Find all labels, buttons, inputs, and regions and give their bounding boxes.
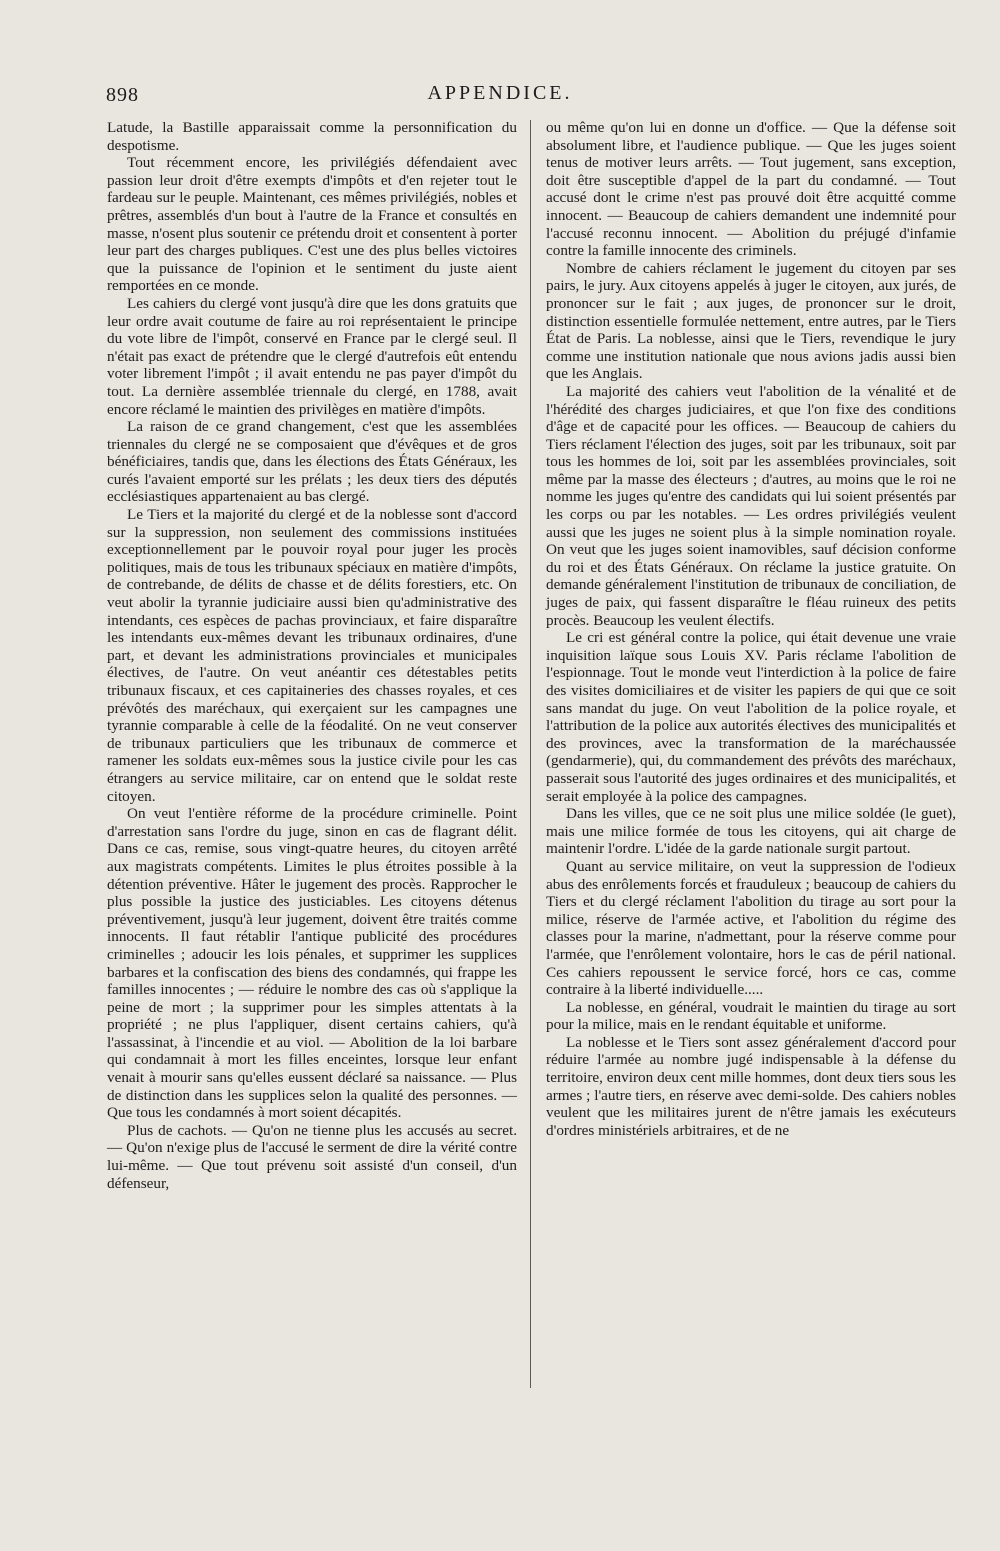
paragraph: La noblesse, en général, voudrait le maintien du tirage au sort pour la milice, mais en le rendant équitable et uniforme.: [546, 998, 956, 1034]
paragraph: Tout récemment encore, les privilégiés défendaient avec passion leur droit d'être exempts d'impôts et d'en rejeter tout le fardeau sur le peuple. Maintenant, ces mêmes privilégiés, nobles et prêtres, assemblés d'un bout à l'autre de la France et consultés en masse, n'osent plus soutenir ce prétendu droit et consentent à porter leur part des charges publiques. C'est une des plus belles victoires que la puissance de l'opinion et le sentiment du juste aient remportées en ce monde.: [107, 154, 517, 295]
paragraph: ou même qu'on lui en donne un d'office. — Que la défense soit absolument libre, et l'audience publique. — Que les juges soient tenus de motiver leurs arrêts. — Tout jugement, sans exception, doit être susceptible d'appel de la part du condamné. — Tout accusé dont le crime n'est pas prouvé doit être acquitté comme innocent. — Beaucoup de cahiers demandent une indemnité pour l'accusé reconnu innocent. — Abolition du préjugé d'infamie contre la famille innocente des criminels.: [546, 119, 956, 260]
running-title: APPENDICE.: [427, 82, 573, 104]
paragraph: Les cahiers du clergé vont jusqu'à dire que les dons gratuits que leur ordre avait coutume de faire au roi représentaient le principe du vote libre de l'impôt, conservé en France par le clergé seul. Il n'était pas exact de prétendre que le clergé d'autrefois eût entendu voter librement l'impôt ; il avait entendu ne pas payer d'impôt du tout. La dernière assemblée triennale du clergé, en 1788, avait encore réclamé le maintien des privilèges en matière d'impôts.: [107, 294, 517, 418]
paragraph: Le cri est général contre la police, qui était devenue une vraie inquisition laïque sous Louis XV. Paris réclame l'abolition de l'espionnage. Tout le monde veut l'interdiction à la police de faire des visites domiciliaires et de visiter les papiers de qui que ce soit sans mandat du juge. On veut l'abolition de la police royale, et l'attribution de la police aux autorités électives des municipalités et des provinces, avec la transformation de la maréchaussée (gendarmerie), qui, du commandement des prévôts des maréchaux, passerait sous l'autorité des juges ordinaires et des municipalités, et serait employée à la police des campagnes.: [546, 629, 956, 805]
paragraph: Plus de cachots. — Qu'on ne tienne plus les accusés au secret. — Qu'on n'exige plus de l'accusé le serment de dire la vérité contre lui-même. — Que tout prévenu soit assisté d'un conseil, d'un défenseur,: [107, 1121, 517, 1192]
paragraph: Nombre de cahiers réclament le jugement du citoyen par ses pairs, le jury. Aux citoyens appelés à juger le citoyen, aux jurés, de prononcer sur le fait ; aux juges, de prononcer sur le droit, distinction essentielle formulée nettement, entre autres, par le Tiers État de Paris. La noblesse, ainsi que le Tiers, revendique le jury comme une institution nationale que nous avions jadis aussi bien que les Anglais.: [546, 259, 956, 383]
paragraph: La noblesse et le Tiers sont assez généralement d'accord pour réduire l'armée au nombre jugé indispensable à la défense du territoire, environ deux cent mille hommes, dont deux tiers sous les armes ; l'autre tiers, en réserve avec demi-solde. Des cahiers nobles veulent que les militaires jurent de n'être jamais les exécuteurs d'ordres ministériels arbitraires, et de ne: [546, 1033, 956, 1139]
column-divider: [530, 120, 531, 1388]
paragraph: Latude, la Bastille apparaissait comme la personnification du despotisme.: [107, 119, 517, 154]
left-column: [107, 119, 517, 1192]
paragraph: Quant au service militaire, on veut la suppression de l'odieux abus des enrôlements forcés et frauduleux ; beaucoup de cahiers du Tiers et du clergé réclament l'abolition du tirage au sort pour la milice, réserve de l'armée active, et l'abolition du régime des classes pour la marine, n'admettant, pour la réserve comme pour l'armée, que l'enrôlement volontaire, hors le cas de péril national. Ces cahiers repoussent le service forcé, hors ce cas, comme contraire à la liberté individuelle.....: [546, 857, 956, 999]
paragraph: Le Tiers et la majorité du clergé et de la noblesse sont d'accord sur la suppression, non seulement des commissions instituées exceptionnellement par le pouvoir royal pour juger les procès politiques, mais de tous les tribunaux spéciaux en matière d'impôts, de contrebande, de délits de chasse et de délits forestiers, etc. On veut abolir la tyrannie judiciaire aussi bien qu'administrative des intendants, ces espèces de pachas provinciaux, et faire disparaître les intendants eux-mêmes devant les tribunaux ordinaires, d'une part, et devant les administrations provinciales et municipales électives, de l'autre. On veut anéantir ces détestables petits tribunaux fiscaux, et ces capitaineries des chasses royales, et ces prévôtés des maréchaux, qui exerçaient sur les campagnes une tyrannie comparable à celle de la féodalité. On ne veut conserver de tribunaux particuliers que les tribunaux de commerce et ramener les soldats eux-mêmes sous la justice civile pour les cas étrangers au service militaire, car on entend que le soldat reste citoyen.: [107, 506, 517, 805]
page-number: 898: [106, 84, 139, 106]
right-column: [546, 119, 956, 1139]
paragraph: Dans les villes, que ce ne soit plus une milice soldée (le guet), mais une milice formée de tous les citoyens, qui ait charge de maintenir l'ordre. L'idée de la garde nationale surgit partout.: [546, 805, 956, 858]
paragraph: La raison de ce grand changement, c'est que les assemblées triennales du clergé ne se composaient que d'évêques et de gros bénéficiaires, tandis que, dans les élections des États Généraux, les curés l'avaient emporté sur les prélats ; les deux tiers des députés ecclésiastiques appartenaient au bas clergé.: [107, 418, 517, 506]
paragraph: La majorité des cahiers veut l'abolition de la vénalité et de l'hérédité des charges judiciaires, et que l'on fixe des conditions d'âge et de capacité pour les offices. — Beaucoup de cahiers du Tiers réclament l'élection des juges, soit par les tribunaux, soit par tous les hommes de loi, soit par les assemblées provinciales, soit même par la masse des électeurs ; d'autres, au moins que le roi ne nomme les juges qu'entre des candidats qui lui soient présentés par les corps ou par les notables. — Les ordres privilégiés veulent aussi que les juges ne soient plus à la simple nomination royale. On veut que les juges soient inamovibles, sauf décision conforme du roi et des États Généraux. On réclame la justice gratuite. On demande généralement l'institution de tribunaux de conciliation, de juges de paix, qui fassent disparaître le fléau ruineux des petits procès. Beaucoup les veulent électifs.: [546, 382, 956, 629]
paragraph: On veut l'entière réforme de la procédure criminelle. Point d'arrestation sans l'ordre du juge, sinon en cas de flagrant délit. Dans ce cas, remise, sous vingt-quatre heures, du citoyen arrêté aux magistrats compétents. Limites le plus étroites possible à la détention préventive. Hâter le jugement des procès. Rapprocher le plus possible la justice des justiciables. Les citoyens détenus préventivement, jusqu'à leur jugement, doivent être traités comme innocents. Il faut rétablir l'antique publicité des procédures criminelles ; adoucir les lois pénales, et supprimer les supplices barbares et la confiscation des biens des condamnés, qui frappe les familles innocentes ; — réduire le nombre des cas où s'applique la peine de mort ; la supprimer pour les simples attentats à la propriété ; ne plus l'appliquer, disent certains cahiers, qu'à l'assassinat, à l'incendie et au viol. — Abolition de la loi barbare qui condamnait à mort les filles enceintes, lorsque leur enfant venait à mourir sans qu'elles eussent déclaré sa naissance. — Plus de distinction dans les supplices selon la qualité des personnes. — Que tous les condamnés à mort soient décapités.: [107, 805, 517, 1122]
